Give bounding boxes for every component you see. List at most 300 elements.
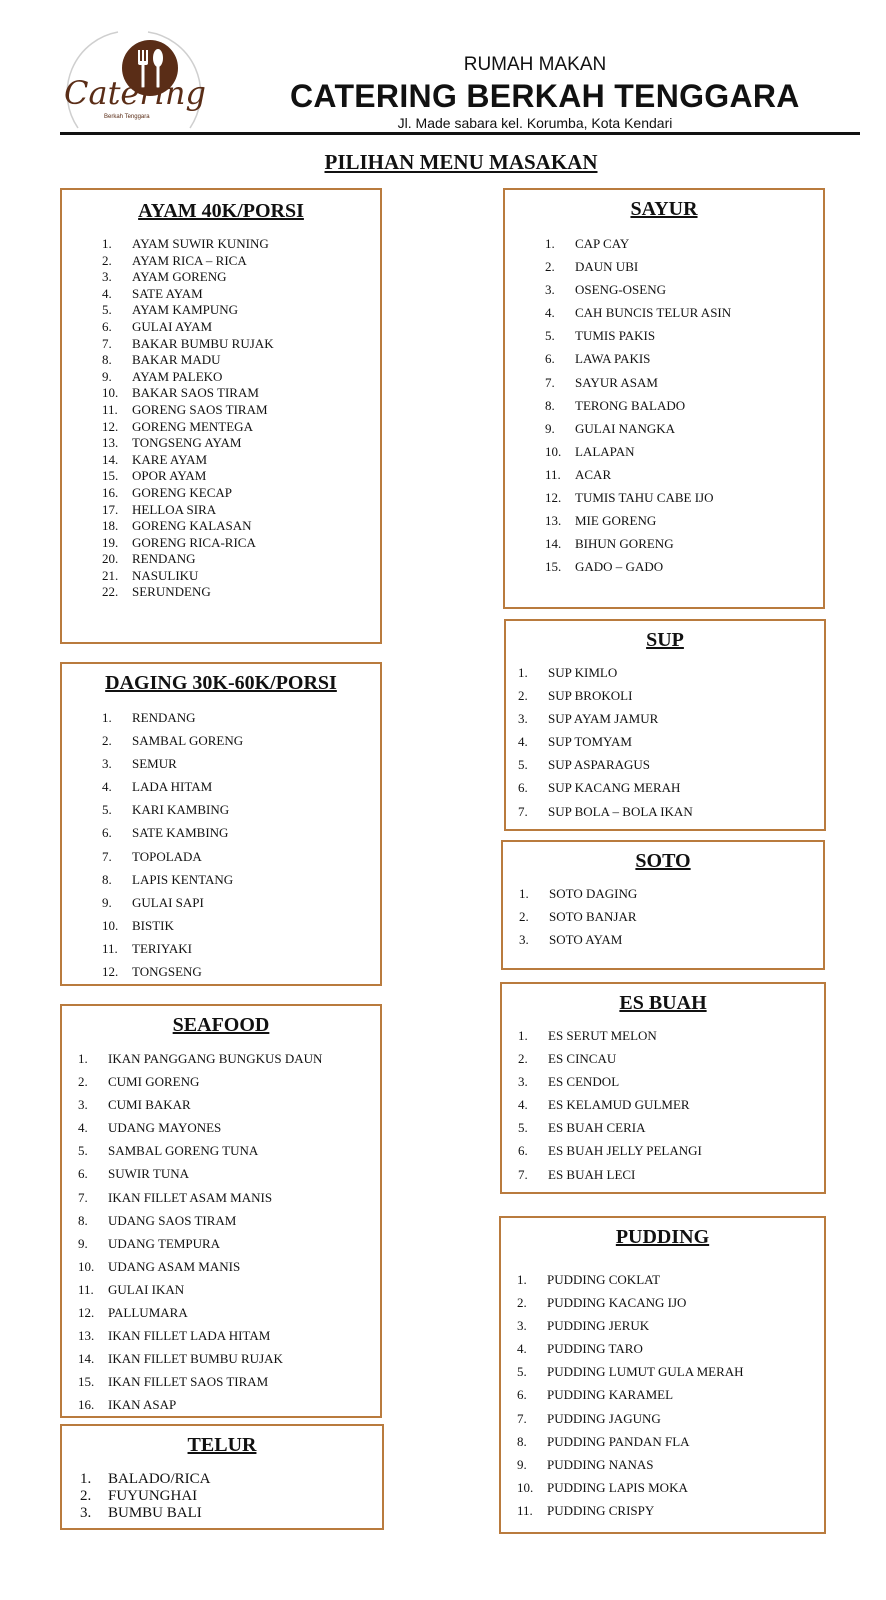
menu-item — [62, 502, 380, 519]
menu-item-number: 7. — [518, 803, 528, 819]
menu-item — [62, 385, 380, 402]
menu-item-number: 16. — [102, 484, 119, 500]
menu-item-number: 1. — [80, 1471, 92, 1487]
menu-item-label: AYAM RICA – RICA — [132, 252, 247, 268]
menu-item — [62, 568, 380, 585]
menu-item-label: GADO – GADO — [575, 559, 664, 575]
menu-item-number: 8. — [102, 352, 112, 368]
menu-item-label: LADA HITAM — [132, 779, 213, 795]
menu-item-number: 3. — [102, 269, 112, 285]
menu-item — [62, 302, 380, 319]
menu-item-number: 1. — [518, 665, 528, 680]
menu-item — [62, 1397, 380, 1420]
menu-item — [501, 1364, 824, 1387]
menu-item — [502, 1051, 824, 1074]
menu-item-label: SERUNDENG — [132, 584, 211, 600]
section-title: DAGING 30K-60K/PORSI — [105, 672, 337, 694]
menu-item — [505, 490, 823, 513]
menu-item-number: 7. — [545, 374, 555, 390]
menu-item — [62, 352, 380, 369]
menu-item-number: 8. — [78, 1212, 88, 1228]
menu-item-number: 5. — [545, 328, 555, 344]
menu-item — [506, 780, 824, 803]
logo-subtext: Berkah Tenggara — [104, 114, 150, 120]
header-title: CATERING BERKAH TENGGARA — [290, 78, 800, 114]
menu-item-number: 10. — [102, 917, 119, 933]
catering-logo — [58, 28, 208, 136]
menu-item-label: CAP CAY — [575, 236, 630, 251]
menu-item-label: PUDDING JERUK — [547, 1318, 650, 1334]
menu-item-number: 6. — [518, 1143, 528, 1159]
menu-item — [62, 236, 380, 253]
menu-item — [62, 1328, 380, 1351]
menu-item-number: 21. — [102, 567, 119, 583]
section-title: SOTO — [635, 850, 691, 872]
menu-item-number: 3. — [518, 1074, 528, 1090]
menu-item-label: FUYUNGHAI — [108, 1488, 198, 1504]
menu-item-number: 11. — [102, 401, 118, 417]
section-sup — [504, 619, 826, 831]
menu-item-label: GULAI AYAM — [132, 318, 213, 334]
menu-item — [62, 941, 380, 964]
menu-item-label: AYAM SUWIR KUNING — [132, 236, 269, 251]
menu-item-number: 3. — [517, 1318, 527, 1334]
menu-item-number: 4. — [102, 779, 112, 795]
page-title: PILIHAN MENU MASAKAN — [324, 150, 598, 174]
menu-item-label: PUDDING KARAMEL — [547, 1387, 674, 1403]
menu-item-label: UDANG SAOS TIRAM — [108, 1212, 237, 1228]
menu-item-number: 5. — [102, 302, 112, 318]
menu-item-label: BAKAR MADU — [132, 352, 221, 368]
menu-item — [501, 1457, 824, 1480]
menu-item — [501, 1387, 824, 1410]
menu-item-number: 4. — [518, 1097, 528, 1113]
menu-item-label: CUMI GORENG — [108, 1074, 200, 1090]
section-sayur — [503, 188, 825, 609]
menu-item-label: TERONG BALADO — [575, 397, 686, 413]
menu-item-label: PUDDING NANAS — [547, 1456, 654, 1472]
menu-item-number: 2. — [102, 733, 112, 749]
menu-list — [505, 236, 823, 582]
menu-item-number: 14. — [78, 1351, 95, 1367]
menu-item — [62, 825, 380, 848]
menu-item-label: TUMIS PAKIS — [575, 328, 656, 344]
menu-item — [506, 665, 824, 688]
menu-item — [62, 269, 380, 286]
section-title: SUP — [646, 629, 684, 651]
menu-item — [505, 236, 823, 259]
menu-item-number: 6. — [102, 318, 112, 334]
menu-item-number: 9. — [78, 1235, 88, 1251]
menu-item — [502, 1120, 824, 1143]
menu-item-number: 9. — [102, 368, 112, 384]
menu-item — [505, 351, 823, 374]
menu-item-label: GULAI SAPI — [132, 894, 204, 910]
menu-item — [62, 1471, 382, 1488]
menu-item-label: GORENG KECAP — [132, 484, 233, 500]
menu-list — [502, 1028, 824, 1190]
menu-item-number: 18. — [102, 518, 119, 534]
menu-item — [62, 402, 380, 419]
menu-item — [62, 1305, 380, 1328]
menu-item-number: 11. — [102, 940, 118, 956]
menu-item-number: 12. — [78, 1305, 95, 1321]
menu-item-number: 7. — [102, 848, 112, 864]
menu-item-label: SUP KACANG MERAH — [548, 780, 681, 796]
menu-item-number: 11. — [517, 1502, 533, 1518]
menu-item-number: 2. — [78, 1074, 88, 1090]
menu-item-label: DAUN UBI — [575, 259, 639, 275]
menu-item — [505, 259, 823, 282]
menu-item-label: GORENG KALASAN — [132, 518, 252, 534]
menu-item-number: 6. — [518, 780, 528, 796]
menu-item-number: 5. — [518, 757, 528, 773]
menu-item — [62, 452, 380, 469]
menu-item-number: 12. — [545, 490, 562, 506]
menu-item-label: TOPOLADA — [132, 848, 202, 864]
menu-item-label: SATE AYAM — [132, 285, 203, 301]
menu-item-number: 10. — [545, 443, 562, 459]
menu-item-number: 12. — [102, 418, 119, 434]
menu-item — [501, 1503, 824, 1526]
menu-item-label: BUMBU BALI — [108, 1505, 202, 1521]
menu-item — [506, 804, 824, 827]
section-title: ES BUAH — [619, 992, 707, 1014]
menu-item-number: 6. — [517, 1387, 527, 1403]
menu-item — [501, 1318, 824, 1341]
menu-item-label: SAMBAL GORENG — [132, 733, 244, 749]
menu-item — [505, 513, 823, 536]
menu-item-number: 9. — [102, 894, 112, 910]
menu-item — [62, 1120, 380, 1143]
menu-item — [505, 282, 823, 305]
menu-item-number: 15. — [78, 1374, 95, 1390]
menu-item-number: 3. — [78, 1097, 88, 1113]
menu-list — [62, 1471, 382, 1522]
menu-item-number: 8. — [102, 871, 112, 887]
menu-item-number: 10. — [78, 1258, 95, 1274]
menu-item-label: SAYUR ASAM — [575, 374, 658, 390]
menu-item-label: BAKAR SAOS TIRAM — [132, 385, 259, 401]
header-address: Jl. Made sabara kel. Korumba, Kota Kendari — [397, 115, 673, 131]
menu-item-label: AYAM KAMPUNG — [132, 302, 239, 318]
menu-item-label: IKAN FILLET ASAM MANIS — [108, 1189, 273, 1205]
menu-item-number: 3. — [519, 932, 529, 948]
menu-item-label: TONGSENG AYAM — [132, 435, 242, 451]
menu-item — [62, 468, 380, 485]
section-title: SAYUR — [630, 198, 698, 220]
menu-item — [505, 467, 823, 490]
menu-item — [62, 336, 380, 353]
menu-item — [505, 328, 823, 351]
menu-item-number: 6. — [78, 1166, 88, 1182]
menu-item-number: 3. — [80, 1505, 92, 1521]
menu-item-label: BALADO/RICA — [108, 1471, 211, 1487]
menu-item — [506, 688, 824, 711]
menu-item-number: 15. — [102, 468, 119, 484]
menu-list — [62, 236, 380, 601]
menu-item — [62, 1259, 380, 1282]
menu-item — [62, 485, 380, 502]
menu-item — [62, 1190, 380, 1213]
menu-item-label: IKAN FILLET BUMBU RUJAK — [108, 1351, 283, 1367]
menu-item — [502, 1028, 824, 1051]
menu-item-label: LAPIS KENTANG — [132, 871, 234, 887]
menu-item-label: ACAR — [575, 466, 612, 482]
menu-item-number: 1. — [102, 710, 112, 725]
section-title: TELUR — [187, 1434, 257, 1456]
menu-item — [62, 1505, 382, 1522]
menu-item-label: SOTO BANJAR — [549, 909, 637, 925]
menu-item-number: 3. — [545, 282, 555, 298]
menu-item-number: 17. — [102, 501, 119, 517]
menu-item-label: PUDDING LUMUT GULA MERAH — [547, 1364, 744, 1380]
menu-item-number: 2. — [519, 909, 529, 925]
menu-item-label: CUMI BAKAR — [108, 1097, 191, 1113]
menu-item-label: SUP BOLA – BOLA IKAN — [548, 803, 693, 819]
menu-item-number: 14. — [545, 536, 562, 552]
menu-item-label: BISTIK — [132, 917, 174, 933]
menu-item — [62, 319, 380, 336]
menu-item — [62, 872, 380, 895]
menu-item — [502, 1097, 824, 1120]
menu-item — [502, 1143, 824, 1166]
menu-item-label: ES KELAMUD GULMER — [548, 1097, 690, 1113]
menu-item-label: BAKAR BUMBU RUJAK — [132, 335, 274, 351]
section-seafood — [60, 1004, 382, 1418]
menu-item — [62, 253, 380, 270]
menu-item — [62, 1282, 380, 1305]
menu-item — [62, 1143, 380, 1166]
menu-item — [506, 711, 824, 734]
menu-list — [62, 1051, 380, 1421]
menu-item — [62, 779, 380, 802]
menu-item-label: PUDDING TARO — [547, 1341, 643, 1357]
menu-item-number: 2. — [102, 252, 112, 268]
menu-item-label: SUP TOMYAM — [548, 734, 632, 750]
menu-item-number: 2. — [80, 1488, 92, 1504]
menu-item-label: SOTO DAGING — [549, 886, 638, 901]
menu-item-label: RENDANG — [132, 710, 196, 725]
menu-item-number: 3. — [518, 711, 528, 727]
menu-item-number: 1. — [519, 886, 529, 901]
menu-item-number: 2. — [518, 688, 528, 704]
menu-item-number: 22. — [102, 584, 119, 600]
menu-item — [62, 286, 380, 303]
menu-item-label: KARE AYAM — [132, 451, 208, 467]
menu-list — [62, 710, 380, 987]
menu-item-number: 14. — [102, 451, 119, 467]
menu-item-label: PALLUMARA — [108, 1305, 188, 1321]
menu-item-number: 10. — [517, 1479, 534, 1495]
menu-item-label: GULAI NANGKA — [575, 420, 676, 436]
menu-item-label: UDANG MAYONES — [108, 1120, 222, 1136]
menu-item — [62, 1166, 380, 1189]
menu-item-label: SEMUR — [132, 756, 177, 772]
menu-item-number: 1. — [518, 1028, 528, 1043]
menu-item-label: ES CINCAU — [548, 1051, 617, 1067]
menu-list — [503, 886, 823, 955]
menu-item-label: SUP AYAM JAMUR — [548, 711, 659, 727]
menu-item-label: OSENG-OSENG — [575, 282, 666, 298]
menu-item-number: 7. — [102, 335, 112, 351]
menu-item-number: 1. — [78, 1051, 88, 1066]
menu-item — [505, 375, 823, 398]
menu-item-label: IKAN FILLET SAOS TIRAM — [108, 1374, 269, 1390]
menu-item — [62, 518, 380, 535]
menu-item — [62, 756, 380, 779]
section-title: PUDDING — [615, 1226, 710, 1248]
menu-item-label: PUDDING PANDAN FLA — [547, 1433, 690, 1449]
menu-item — [501, 1411, 824, 1434]
menu-item — [62, 535, 380, 552]
menu-item-label: PUDDING LAPIS MOKA — [547, 1479, 688, 1495]
menu-item-number: 13. — [78, 1328, 95, 1344]
menu-item — [505, 559, 823, 582]
section-title: SEAFOOD — [172, 1014, 270, 1036]
menu-item-label: GORENG MENTEGA — [132, 418, 253, 434]
menu-item-label: SOTO AYAM — [549, 932, 623, 948]
menu-item-number: 4. — [518, 734, 528, 750]
menu-item-number: 4. — [545, 305, 555, 321]
menu-item-label: GULAI IKAN — [108, 1281, 185, 1297]
menu-item-label: LALAPAN — [575, 443, 635, 459]
menu-item-number: 8. — [545, 397, 555, 413]
menu-item-label: MIE GORENG — [575, 513, 657, 529]
menu-item-number: 6. — [545, 351, 555, 367]
section-es-buah — [500, 982, 826, 1194]
menu-item-number: 1. — [102, 236, 112, 251]
menu-item-label: KARI KAMBING — [132, 802, 230, 818]
menu-item — [62, 1351, 380, 1374]
menu-item — [506, 734, 824, 757]
menu-item — [505, 305, 823, 328]
section-daging — [60, 662, 382, 986]
menu-item-label: ES BUAH CERIA — [548, 1120, 646, 1136]
menu-item — [62, 1236, 380, 1259]
menu-item-number: 2. — [517, 1295, 527, 1311]
menu-item-label: TERIYAKI — [132, 940, 192, 956]
menu-item — [62, 849, 380, 872]
menu-item — [62, 1051, 380, 1074]
menu-item-label: LAWA PAKIS — [575, 351, 651, 367]
menu-item-number: 15. — [545, 559, 562, 575]
menu-item — [62, 802, 380, 825]
menu-item-number: 1. — [545, 236, 555, 251]
menu-item-number: 11. — [545, 466, 561, 482]
menu-item-number: 3. — [102, 756, 112, 772]
menu-item-number: 7. — [517, 1410, 527, 1426]
menu-item — [503, 909, 823, 932]
menu-item — [501, 1341, 824, 1364]
header-subtitle: RUMAH MAKAN — [463, 54, 607, 75]
menu-item-label: CAH BUNCIS TELUR ASIN — [575, 305, 732, 321]
menu-item — [62, 584, 380, 601]
menu-item-number: 5. — [102, 802, 112, 818]
section-telur — [60, 1424, 384, 1530]
menu-item-label: IKAN PANGGANG BUNGKUS DAUN — [108, 1051, 323, 1066]
menu-item-label: ES CENDOL — [548, 1074, 620, 1090]
section-ayam — [60, 188, 382, 644]
menu-item-number: 16. — [78, 1397, 95, 1413]
menu-item-label: PUDDING JAGUNG — [547, 1410, 661, 1426]
menu-item-label: NASULIKU — [132, 567, 199, 583]
menu-item-number: 13. — [545, 513, 562, 529]
menu-item-number: 19. — [102, 534, 119, 550]
menu-item-label: IKAN FILLET LADA HITAM — [108, 1328, 271, 1344]
menu-item — [506, 757, 824, 780]
menu-item-label: AYAM GORENG — [132, 269, 227, 285]
menu-item — [505, 398, 823, 421]
menu-item-number: 20. — [102, 551, 119, 567]
menu-item — [501, 1480, 824, 1503]
menu-item-number: 13. — [102, 435, 119, 451]
menu-item-number: 9. — [545, 420, 555, 436]
menu-item — [62, 1097, 380, 1120]
menu-item-number: 10. — [102, 385, 119, 401]
menu-item — [62, 918, 380, 941]
logo-text: Catering — [64, 74, 206, 112]
menu-item-number: 4. — [78, 1120, 88, 1136]
menu-item-label: SAMBAL GORENG TUNA — [108, 1143, 259, 1159]
menu-item-label: ES SERUT MELON — [548, 1028, 657, 1043]
menu-item-number: 8. — [517, 1433, 527, 1449]
menu-item — [62, 1213, 380, 1236]
menu-item-number: 6. — [102, 825, 112, 841]
menu-item — [62, 895, 380, 918]
menu-item — [62, 1074, 380, 1097]
menu-item — [502, 1167, 824, 1190]
menu-item — [505, 536, 823, 559]
menu-item-label: ES BUAH LECI — [548, 1166, 636, 1182]
menu-item — [62, 435, 380, 452]
menu-list — [506, 665, 824, 827]
menu-item-label: PUDDING CRISPY — [547, 1502, 655, 1518]
menu-item — [62, 551, 380, 568]
menu-item-number: 7. — [518, 1166, 528, 1182]
menu-item-label: SUWIR TUNA — [108, 1166, 190, 1182]
menu-item-number: 11. — [78, 1281, 94, 1297]
menu-item-number: 2. — [545, 259, 555, 275]
menu-item — [62, 419, 380, 436]
menu-list — [501, 1272, 824, 1526]
menu-item-label: SUP KIMLO — [548, 665, 618, 680]
menu-item — [505, 421, 823, 444]
header-divider — [60, 132, 860, 135]
menu-item-label: UDANG ASAM MANIS — [108, 1258, 241, 1274]
menu-item — [503, 932, 823, 955]
menu-item-label: RENDANG — [132, 551, 196, 567]
menu-item-label: OPOR AYAM — [132, 468, 207, 484]
menu-item-number: 4. — [102, 285, 112, 301]
menu-item — [62, 1374, 380, 1397]
menu-item-label: TONGSENG — [132, 964, 202, 980]
menu-item-label: ES BUAH JELLY PELANGI — [548, 1143, 702, 1159]
menu-item — [503, 886, 823, 909]
menu-item — [501, 1434, 824, 1457]
menu-item-number: 5. — [517, 1364, 527, 1380]
menu-item-number: 5. — [518, 1120, 528, 1136]
menu-item-number: 4. — [517, 1341, 527, 1357]
menu-item — [62, 733, 380, 756]
menu-item-number: 2. — [518, 1051, 528, 1067]
menu-item-label: SUP BROKOLI — [548, 688, 633, 704]
menu-item-label: GORENG SAOS TIRAM — [132, 401, 268, 417]
section-soto — [501, 840, 825, 970]
menu-item-label: PUDDING COKLAT — [547, 1272, 661, 1287]
menu-item-label: SATE KAMBING — [132, 825, 229, 841]
menu-item-label: UDANG TEMPURA — [108, 1235, 221, 1251]
